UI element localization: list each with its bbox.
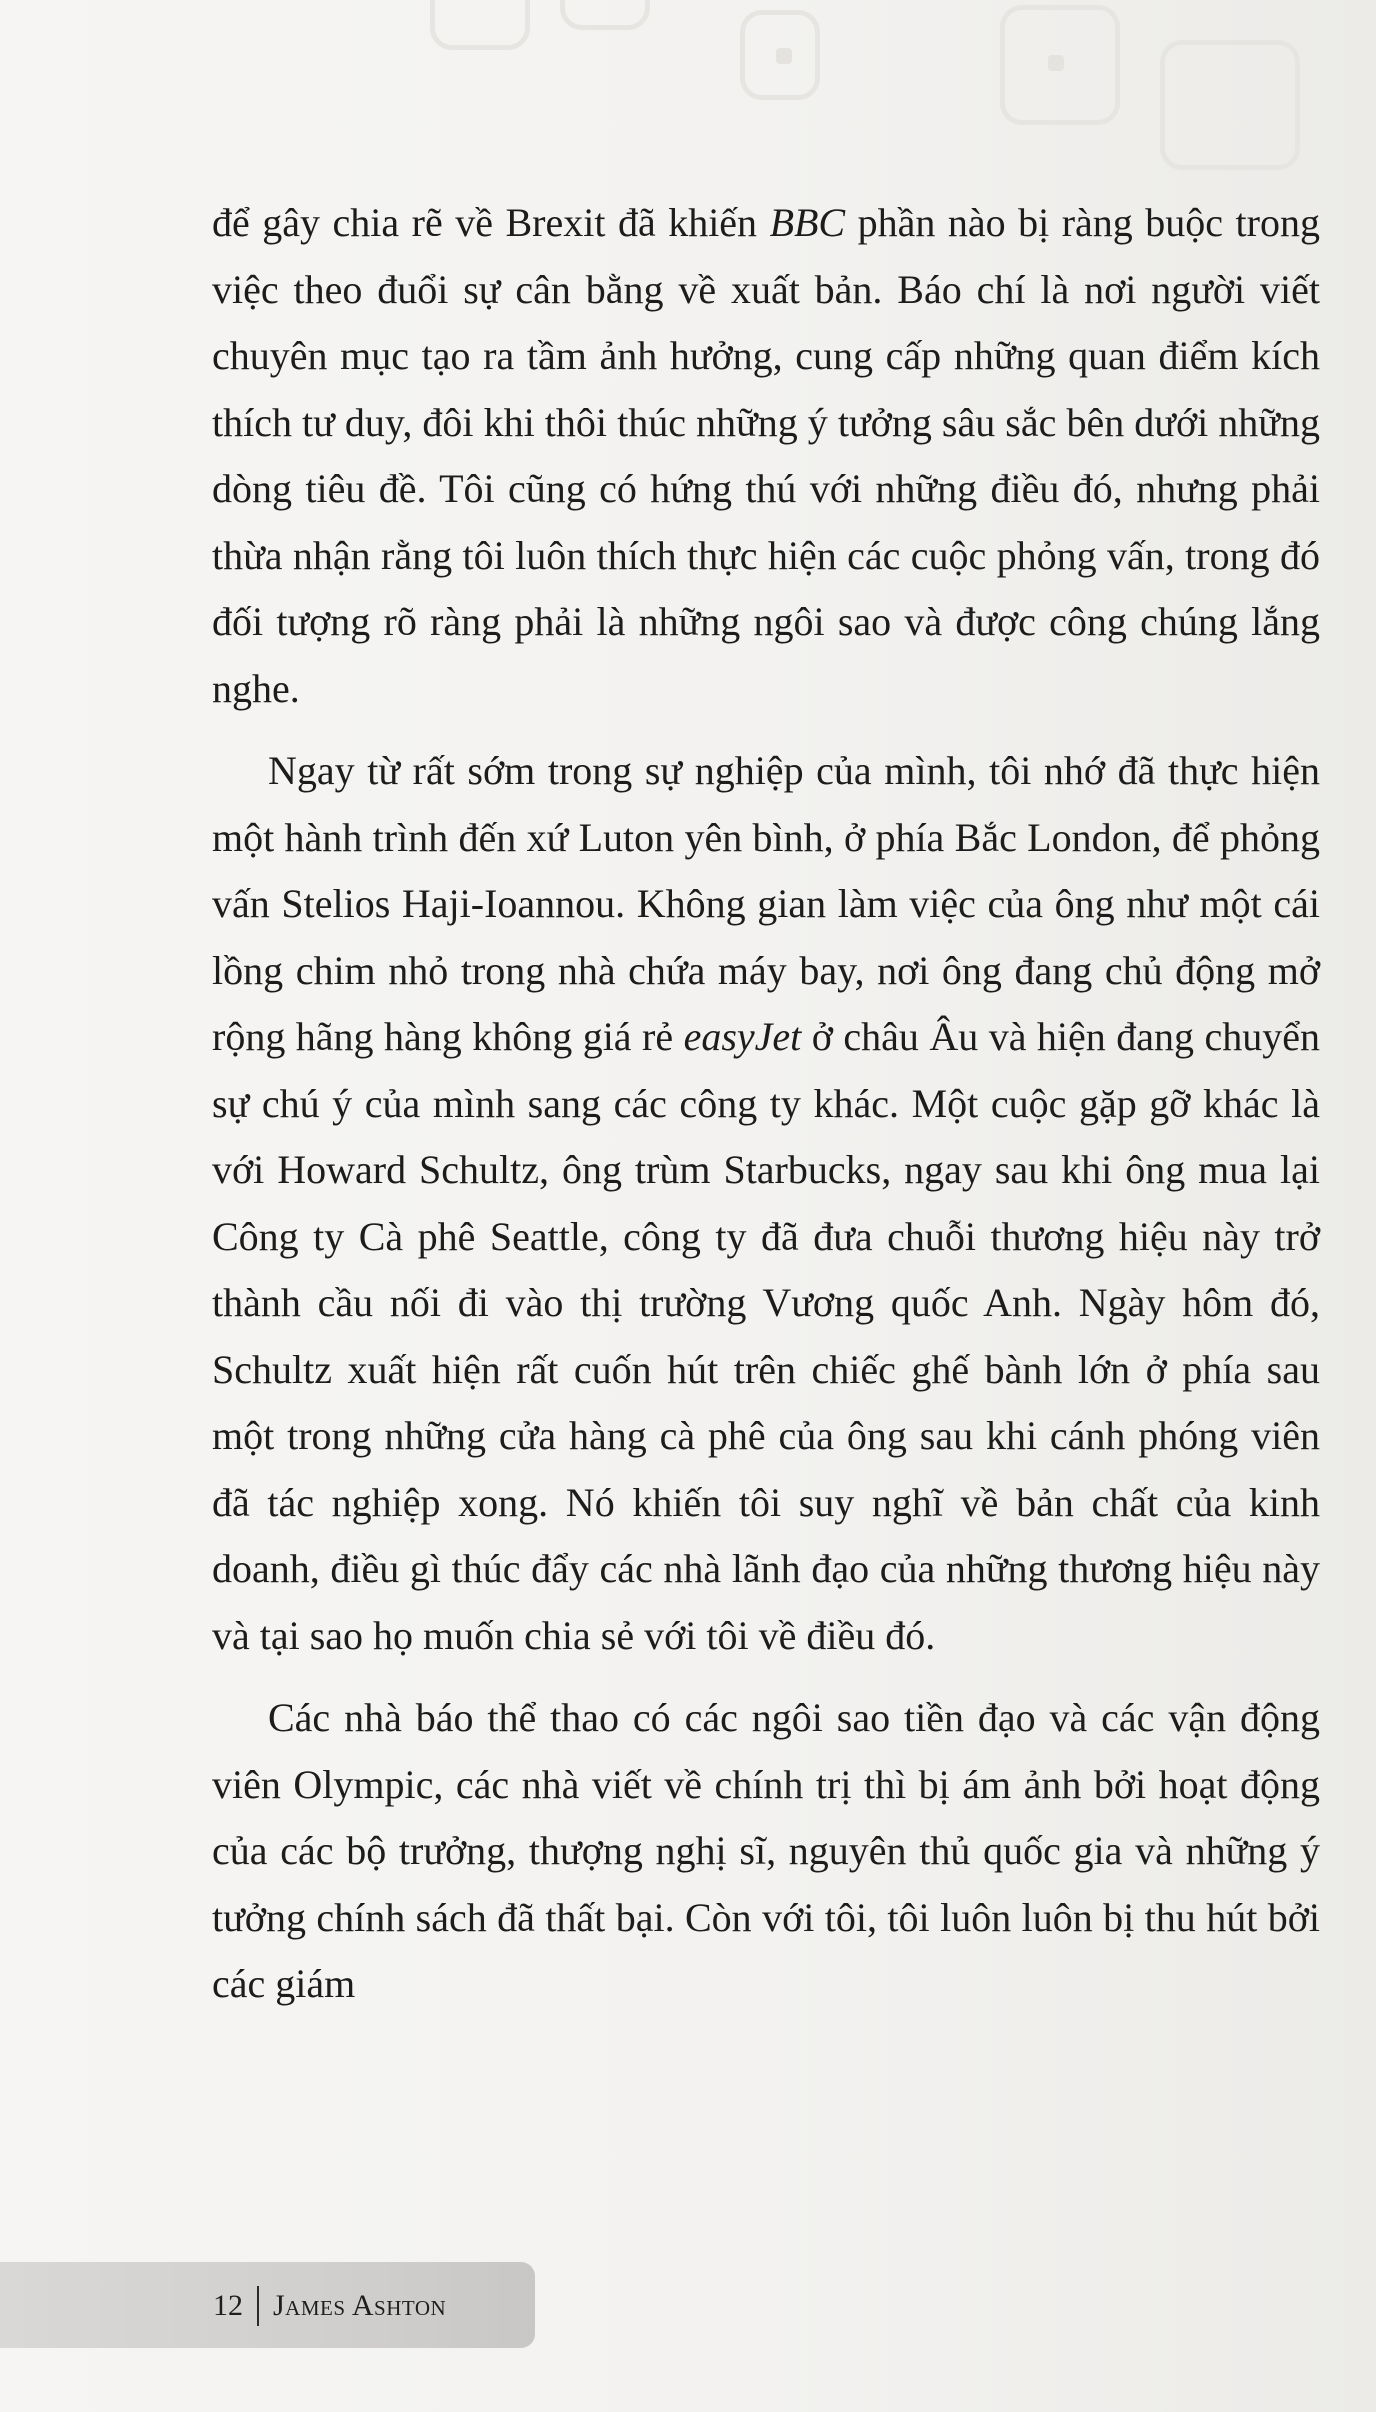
body-text [212, 190, 1320, 2018]
paragraph [212, 738, 1320, 1669]
text-run: để gây chia rẽ về Brexit đã khiến [212, 200, 770, 245]
text-run: phần nào bị ràng buộc trong việc theo đuổi sự cân bằng về xuất bản. Báo chí là nơi người viết chuyên mục tạo ra tầm ảnh hưởng, cung cấp những quan điểm kích thích tư duy, đôi khi thôi thúc những ý tưởng sâu sắc bên dưới những dòng tiêu đề. Tôi cũng có hứng thú với những điều đó, nhưng phải thừa nhận rằng tôi luôn thích thực hiện các cuộc phỏng vấn, trong đó đối tượng rõ ràng phải là những ngôi sao và được công chúng lắng nghe. [212, 200, 1320, 711]
text-run: Các nhà báo thể thao có các ngôi sao tiền đạo và các vận động viên Olympic, các nhà viết về chính trị thì bị ám ảnh bởi hoạt động của các bộ trưởng, thượng nghị sĩ, nguyên thủ quốc gia và những ý tưởng chính sách đã thất bại. Còn với tôi, tôi luôn luôn bị thu hút bởi các giám [212, 1695, 1320, 2006]
page-footer [213, 2278, 446, 2334]
bleed-through-shape [430, 0, 530, 50]
footer-divider [257, 2286, 259, 2326]
bleed-through-shape [1048, 55, 1064, 71]
page-number: 12 [213, 2289, 243, 2322]
bleed-through-shape [1160, 40, 1300, 170]
italic-text: BBC [769, 200, 846, 245]
bleed-through-shape [560, 0, 650, 30]
text-run: Ngay từ rất sớm trong sự nghiệp của mình, tôi nhớ đã thực hiện một hành trình đến xứ Luton yên bình, ở phía Bắc London, để phỏng vấn Stelios Haji-Ioannou. Không gian làm việc của ông như một cái lồng chim nhỏ trong nhà chứa máy bay, nơi ông đang chủ động mở rộng hãng hàng không giá rẻ [212, 748, 1320, 1059]
italic-text: easyJet [683, 1014, 802, 1059]
text-run: ở châu Âu và hiện đang chuyển sự chú ý của mình sang các công ty khác. Một cuộc gặp gỡ khác là với Howard Schultz, ông trùm Starbucks, ngay sau khi ông mua lại Công ty Cà phê Seattle, công ty đã đưa chuỗi thương hiệu này trở thành cầu nối đi vào thị trường Vương quốc Anh. Ngày hôm đó, Schultz xuất hiện rất cuốn hút trên chiếc ghế bành lớn ở phía sau một trong những cửa hàng cà phê của ông sau khi cánh phóng viên đã tác nghiệp xong. Nó khiến tôi suy nghĩ về bản chất của kinh doanh, điều gì thúc đẩy các nhà lãnh đạo của những thương hiệu này và tại sao họ muốn chia sẻ với tôi về điều đó. [212, 1014, 1320, 1658]
paragraph [212, 1685, 1320, 2018]
bleed-through-shape [776, 48, 792, 64]
running-author: James Ashton [273, 2289, 447, 2322]
paragraph [212, 190, 1320, 722]
